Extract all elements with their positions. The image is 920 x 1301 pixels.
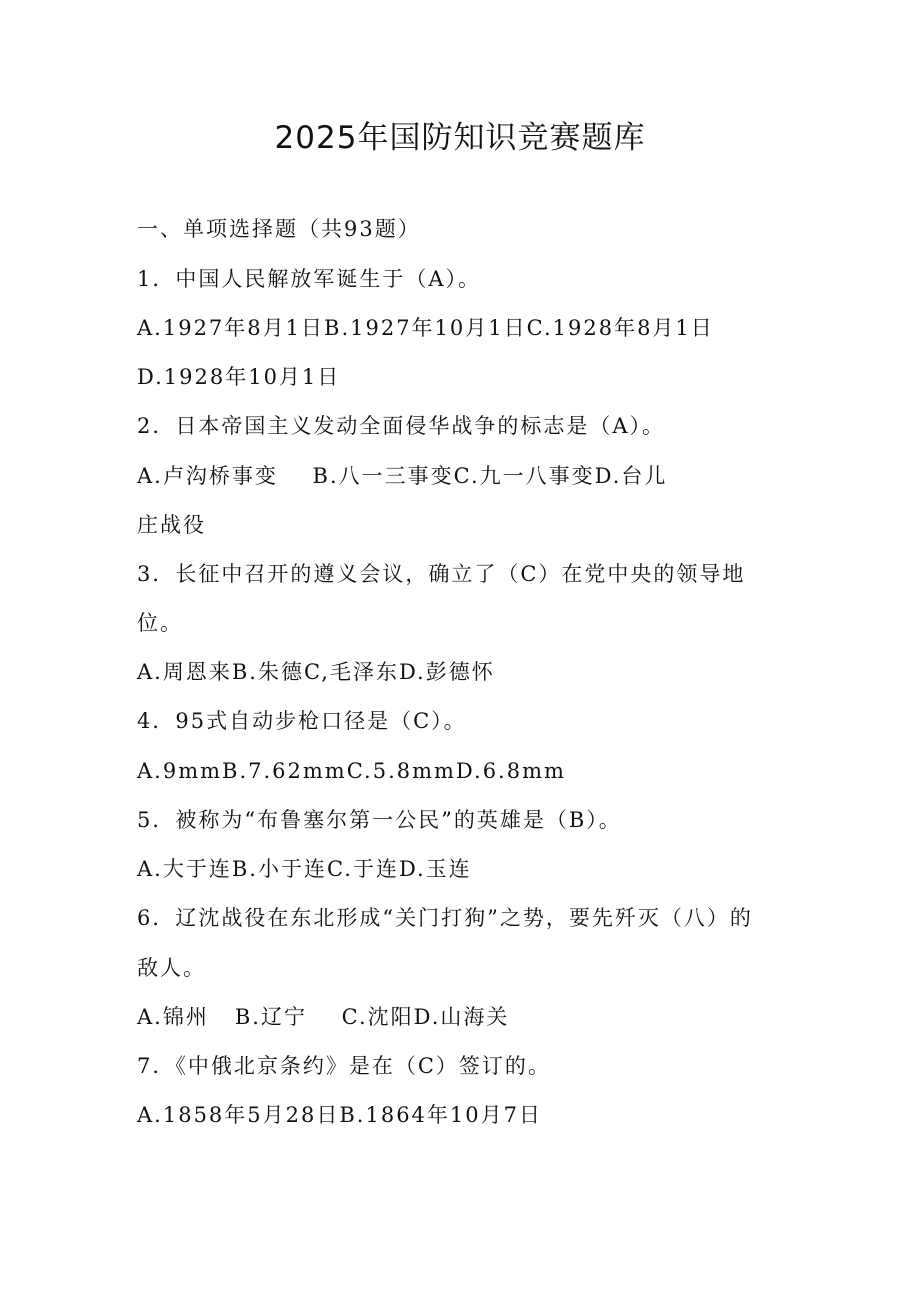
question-7-options: A.1858年5月28日B.1864年10月7日 xyxy=(137,1103,542,1127)
question-2-options-cont: 庄战役 xyxy=(137,513,206,537)
section-heading: 一、单项选择题（共93题） xyxy=(137,217,421,241)
question-5-options: A.大于连B.小于连C.于连D.玉连 xyxy=(137,857,472,881)
question-1-options-cont: D.1928年10月1日 xyxy=(137,365,341,389)
question-3-cont: 位。 xyxy=(137,611,183,635)
question-6-options: A.锦州 B.辽宁 C.沈阳D.山海关 xyxy=(137,1005,510,1029)
question-6: 6．辽沈战役在东北形成“关门打狗”之势，要先歼灭（八）的 xyxy=(137,906,753,930)
question-5: 5．被称为“布鲁塞尔第一公民”的英雄是（B）。 xyxy=(137,808,622,832)
question-6-cont: 敌人。 xyxy=(137,956,206,980)
question-1: 1．中国人民解放军诞生于（A）。 xyxy=(137,267,482,291)
document-title: 2025年国防知识竞赛题库 xyxy=(274,120,646,156)
question-3: 3．长征中召开的遵义会议，确立了（C）在党中央的领导地 xyxy=(137,562,746,586)
question-3-options: A.周恩来B.朱德C,毛泽东D.彭德怀 xyxy=(137,660,495,684)
question-4: 4．95式自动步枪口径是（C）。 xyxy=(137,709,467,733)
question-4-options: A.9mmB.7.62mmC.5.8mmD.6.8mm xyxy=(137,759,566,783)
question-7: 7．《中俄北京条约》是在（C）签订的。 xyxy=(137,1054,551,1078)
question-1-options: A.1927年8月1日B.1927年10月1日C.1928年8月1日 xyxy=(137,316,714,340)
question-2: 2．日本帝国主义发动全面侵华战争的标志是（A）。 xyxy=(137,414,666,438)
question-2-options: A.卢沟桥事变 B.八一三事变C.九一八事变D.台儿 xyxy=(137,464,668,488)
